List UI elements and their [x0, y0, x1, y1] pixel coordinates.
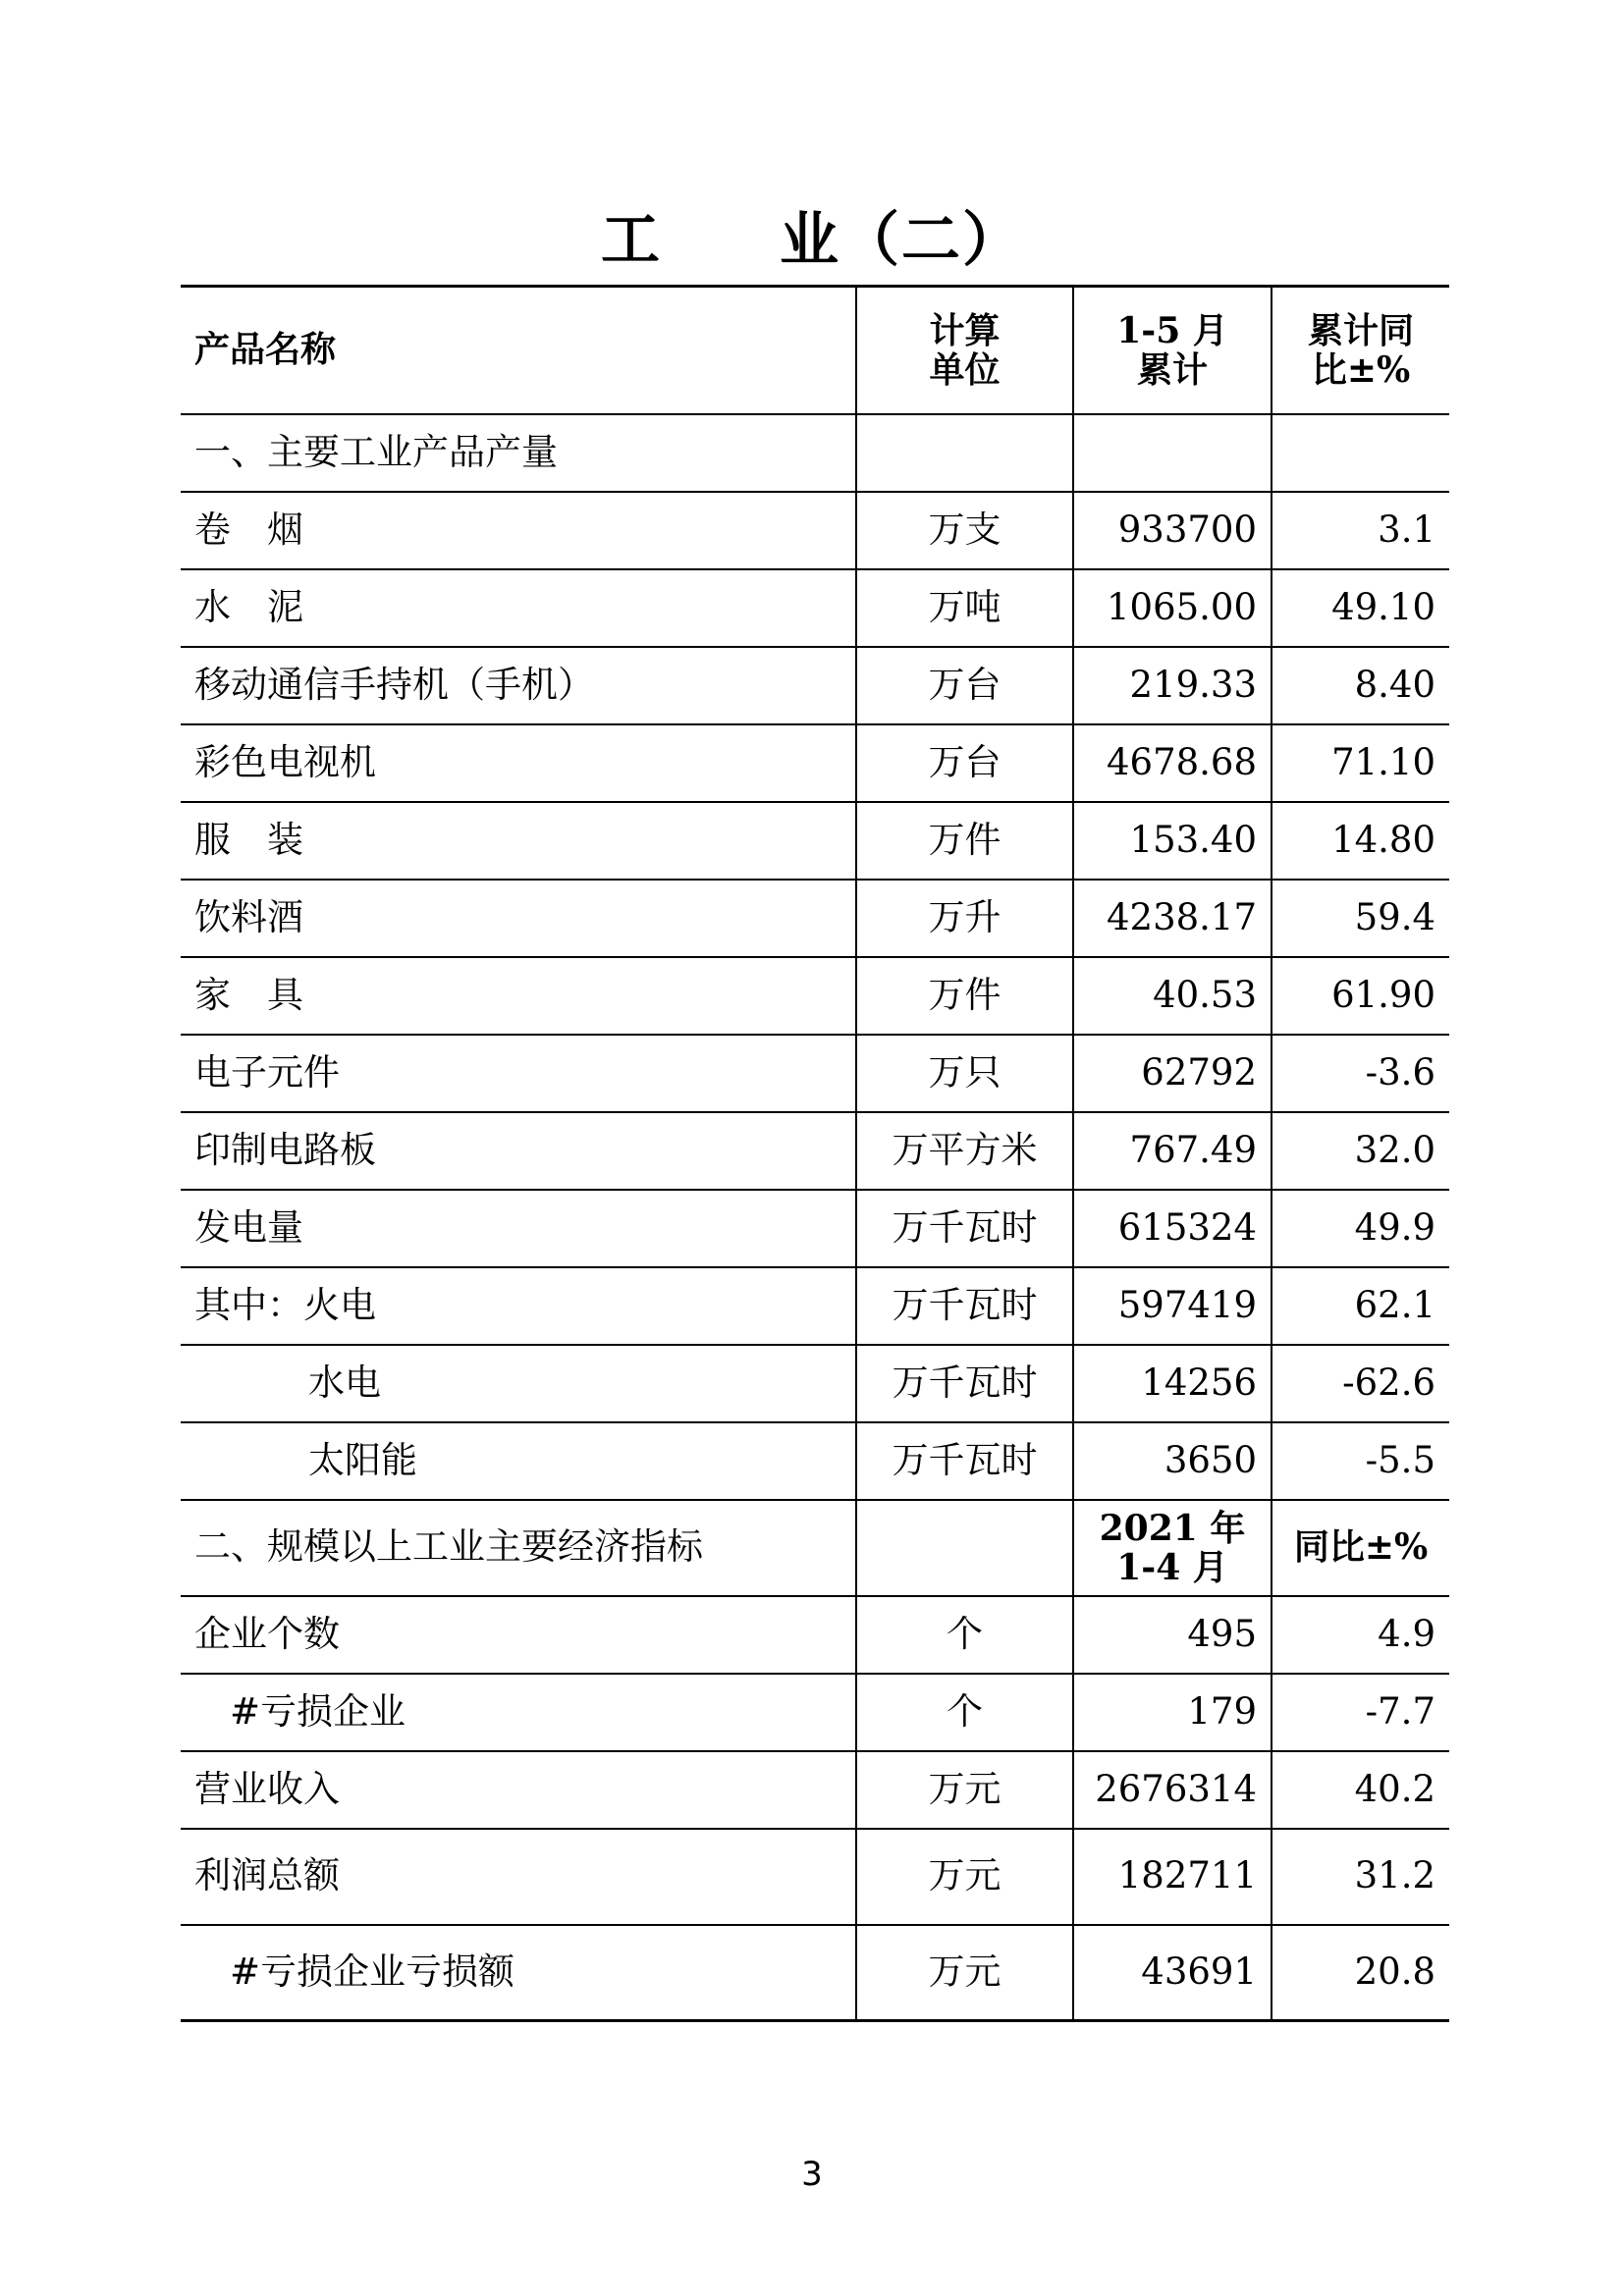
table-row	[181, 569, 1449, 647]
product-change: 32.0	[1272, 1112, 1449, 1190]
product-change: 59.4	[1272, 880, 1449, 957]
product-name: 其中：火电	[181, 1267, 856, 1345]
product-value: 3650	[1073, 1422, 1272, 1500]
product-name: 服 装	[181, 802, 856, 880]
indicator-value: 495	[1073, 1596, 1272, 1674]
indicator-name: 利润总额	[181, 1829, 856, 1925]
product-name: 水电	[181, 1345, 856, 1422]
product-name: 水 泥	[181, 569, 856, 647]
product-value: 153.40	[1073, 802, 1272, 880]
product-name: 家 具	[181, 957, 856, 1035]
indicator-unit: 万元	[856, 1829, 1073, 1925]
product-change: -5.5	[1272, 1422, 1449, 1500]
table-row	[181, 1112, 1449, 1190]
industry-stats-table	[181, 285, 1449, 2022]
product-value: 62792	[1073, 1035, 1272, 1112]
product-unit: 万只	[856, 1035, 1073, 1112]
table-row	[181, 957, 1449, 1035]
indicator-change: 31.2	[1272, 1829, 1449, 1925]
table-row	[181, 724, 1449, 802]
indicator-value: 182711	[1073, 1829, 1272, 1925]
product-unit: 万千瓦时	[856, 1345, 1073, 1422]
product-change: 61.90	[1272, 957, 1449, 1035]
product-name: 发电量	[181, 1190, 856, 1267]
product-value: 4678.68	[1073, 724, 1272, 802]
table-row	[181, 1190, 1449, 1267]
indicator-change: 4.9	[1272, 1596, 1449, 1674]
header-change: 累计同 比±%	[1272, 287, 1449, 414]
product-name: 饮料酒	[181, 880, 856, 957]
header-value: 1-5 月 累计	[1073, 287, 1272, 414]
title-part-2: 业（二）	[780, 206, 1023, 275]
product-unit: 万升	[856, 880, 1073, 957]
product-value: 40.53	[1073, 957, 1272, 1035]
product-unit: 万吨	[856, 569, 1073, 647]
product-unit: 万件	[856, 957, 1073, 1035]
indicator-value: 2676314	[1073, 1751, 1272, 1829]
product-name: 印制电路板	[181, 1112, 856, 1190]
product-value: 4238.17	[1073, 880, 1272, 957]
section-row	[181, 1500, 1449, 1596]
product-value: 14256	[1073, 1345, 1272, 1422]
table-row	[181, 1829, 1449, 1925]
product-value: 1065.00	[1073, 569, 1272, 647]
indicator-name: #亏损企业	[181, 1674, 856, 1751]
indicator-change: -7.7	[1272, 1674, 1449, 1751]
indicator-unit: 万元	[856, 1925, 1073, 2021]
table-row	[181, 1422, 1449, 1500]
product-name: 卷 烟	[181, 492, 856, 569]
section-title: 一、主要工业产品产量	[181, 414, 856, 492]
product-change: 49.10	[1272, 569, 1449, 647]
indicator-value: 179	[1073, 1674, 1272, 1751]
table-row	[181, 802, 1449, 880]
product-unit: 万千瓦时	[856, 1267, 1073, 1345]
product-name: 电子元件	[181, 1035, 856, 1112]
section-row	[181, 414, 1449, 492]
product-unit: 万件	[856, 802, 1073, 880]
indicator-unit: 万元	[856, 1751, 1073, 1829]
product-unit: 万千瓦时	[856, 1422, 1073, 1500]
indicator-unit: 个	[856, 1674, 1073, 1751]
product-unit: 万千瓦时	[856, 1190, 1073, 1267]
product-change: 49.9	[1272, 1190, 1449, 1267]
table-row	[181, 1674, 1449, 1751]
product-name: 移动通信手持机（手机）	[181, 647, 856, 724]
indicator-value: 43691	[1073, 1925, 1272, 2021]
table-row	[181, 1267, 1449, 1345]
indicator-name: 营业收入	[181, 1751, 856, 1829]
indicator-change: 40.2	[1272, 1751, 1449, 1829]
section-title: 二、规模以上工业主要经济指标	[181, 1500, 856, 1596]
table-row	[181, 492, 1449, 569]
product-change: 71.10	[1272, 724, 1449, 802]
product-change: -3.6	[1272, 1035, 1449, 1112]
product-value: 219.33	[1073, 647, 1272, 724]
product-value: 933700	[1073, 492, 1272, 569]
product-unit: 万台	[856, 647, 1073, 724]
product-change: 3.1	[1272, 492, 1449, 569]
table-row	[181, 1035, 1449, 1112]
product-name: 彩色电视机	[181, 724, 856, 802]
page-number: 3	[801, 2155, 823, 2194]
product-unit: 万台	[856, 724, 1073, 802]
title-part-1: 工	[601, 206, 662, 275]
header-name: 产品名称	[181, 287, 856, 414]
table-header-row	[181, 287, 1449, 414]
page-title	[0, 201, 1624, 280]
indicator-name: 企业个数	[181, 1596, 856, 1674]
product-value: 767.49	[1073, 1112, 1272, 1190]
table-row	[181, 1751, 1449, 1829]
section-change-header: 同比±%	[1272, 1500, 1449, 1596]
product-value: 597419	[1073, 1267, 1272, 1345]
indicator-change: 20.8	[1272, 1925, 1449, 2021]
header-unit: 计算 单位	[856, 287, 1073, 414]
section-value-header: 2021 年 1-4 月	[1073, 1500, 1272, 1596]
table-row	[181, 1925, 1449, 2021]
table-row	[181, 647, 1449, 724]
product-change: -62.6	[1272, 1345, 1449, 1422]
product-value: 615324	[1073, 1190, 1272, 1267]
table-row	[181, 1345, 1449, 1422]
product-change: 62.1	[1272, 1267, 1449, 1345]
indicator-unit: 个	[856, 1596, 1073, 1674]
table-row	[181, 880, 1449, 957]
product-name: 太阳能	[181, 1422, 856, 1500]
product-unit: 万平方米	[856, 1112, 1073, 1190]
product-change: 14.80	[1272, 802, 1449, 880]
product-unit: 万支	[856, 492, 1073, 569]
indicator-name: #亏损企业亏损额	[181, 1925, 856, 2021]
table-row	[181, 1596, 1449, 1674]
product-change: 8.40	[1272, 647, 1449, 724]
